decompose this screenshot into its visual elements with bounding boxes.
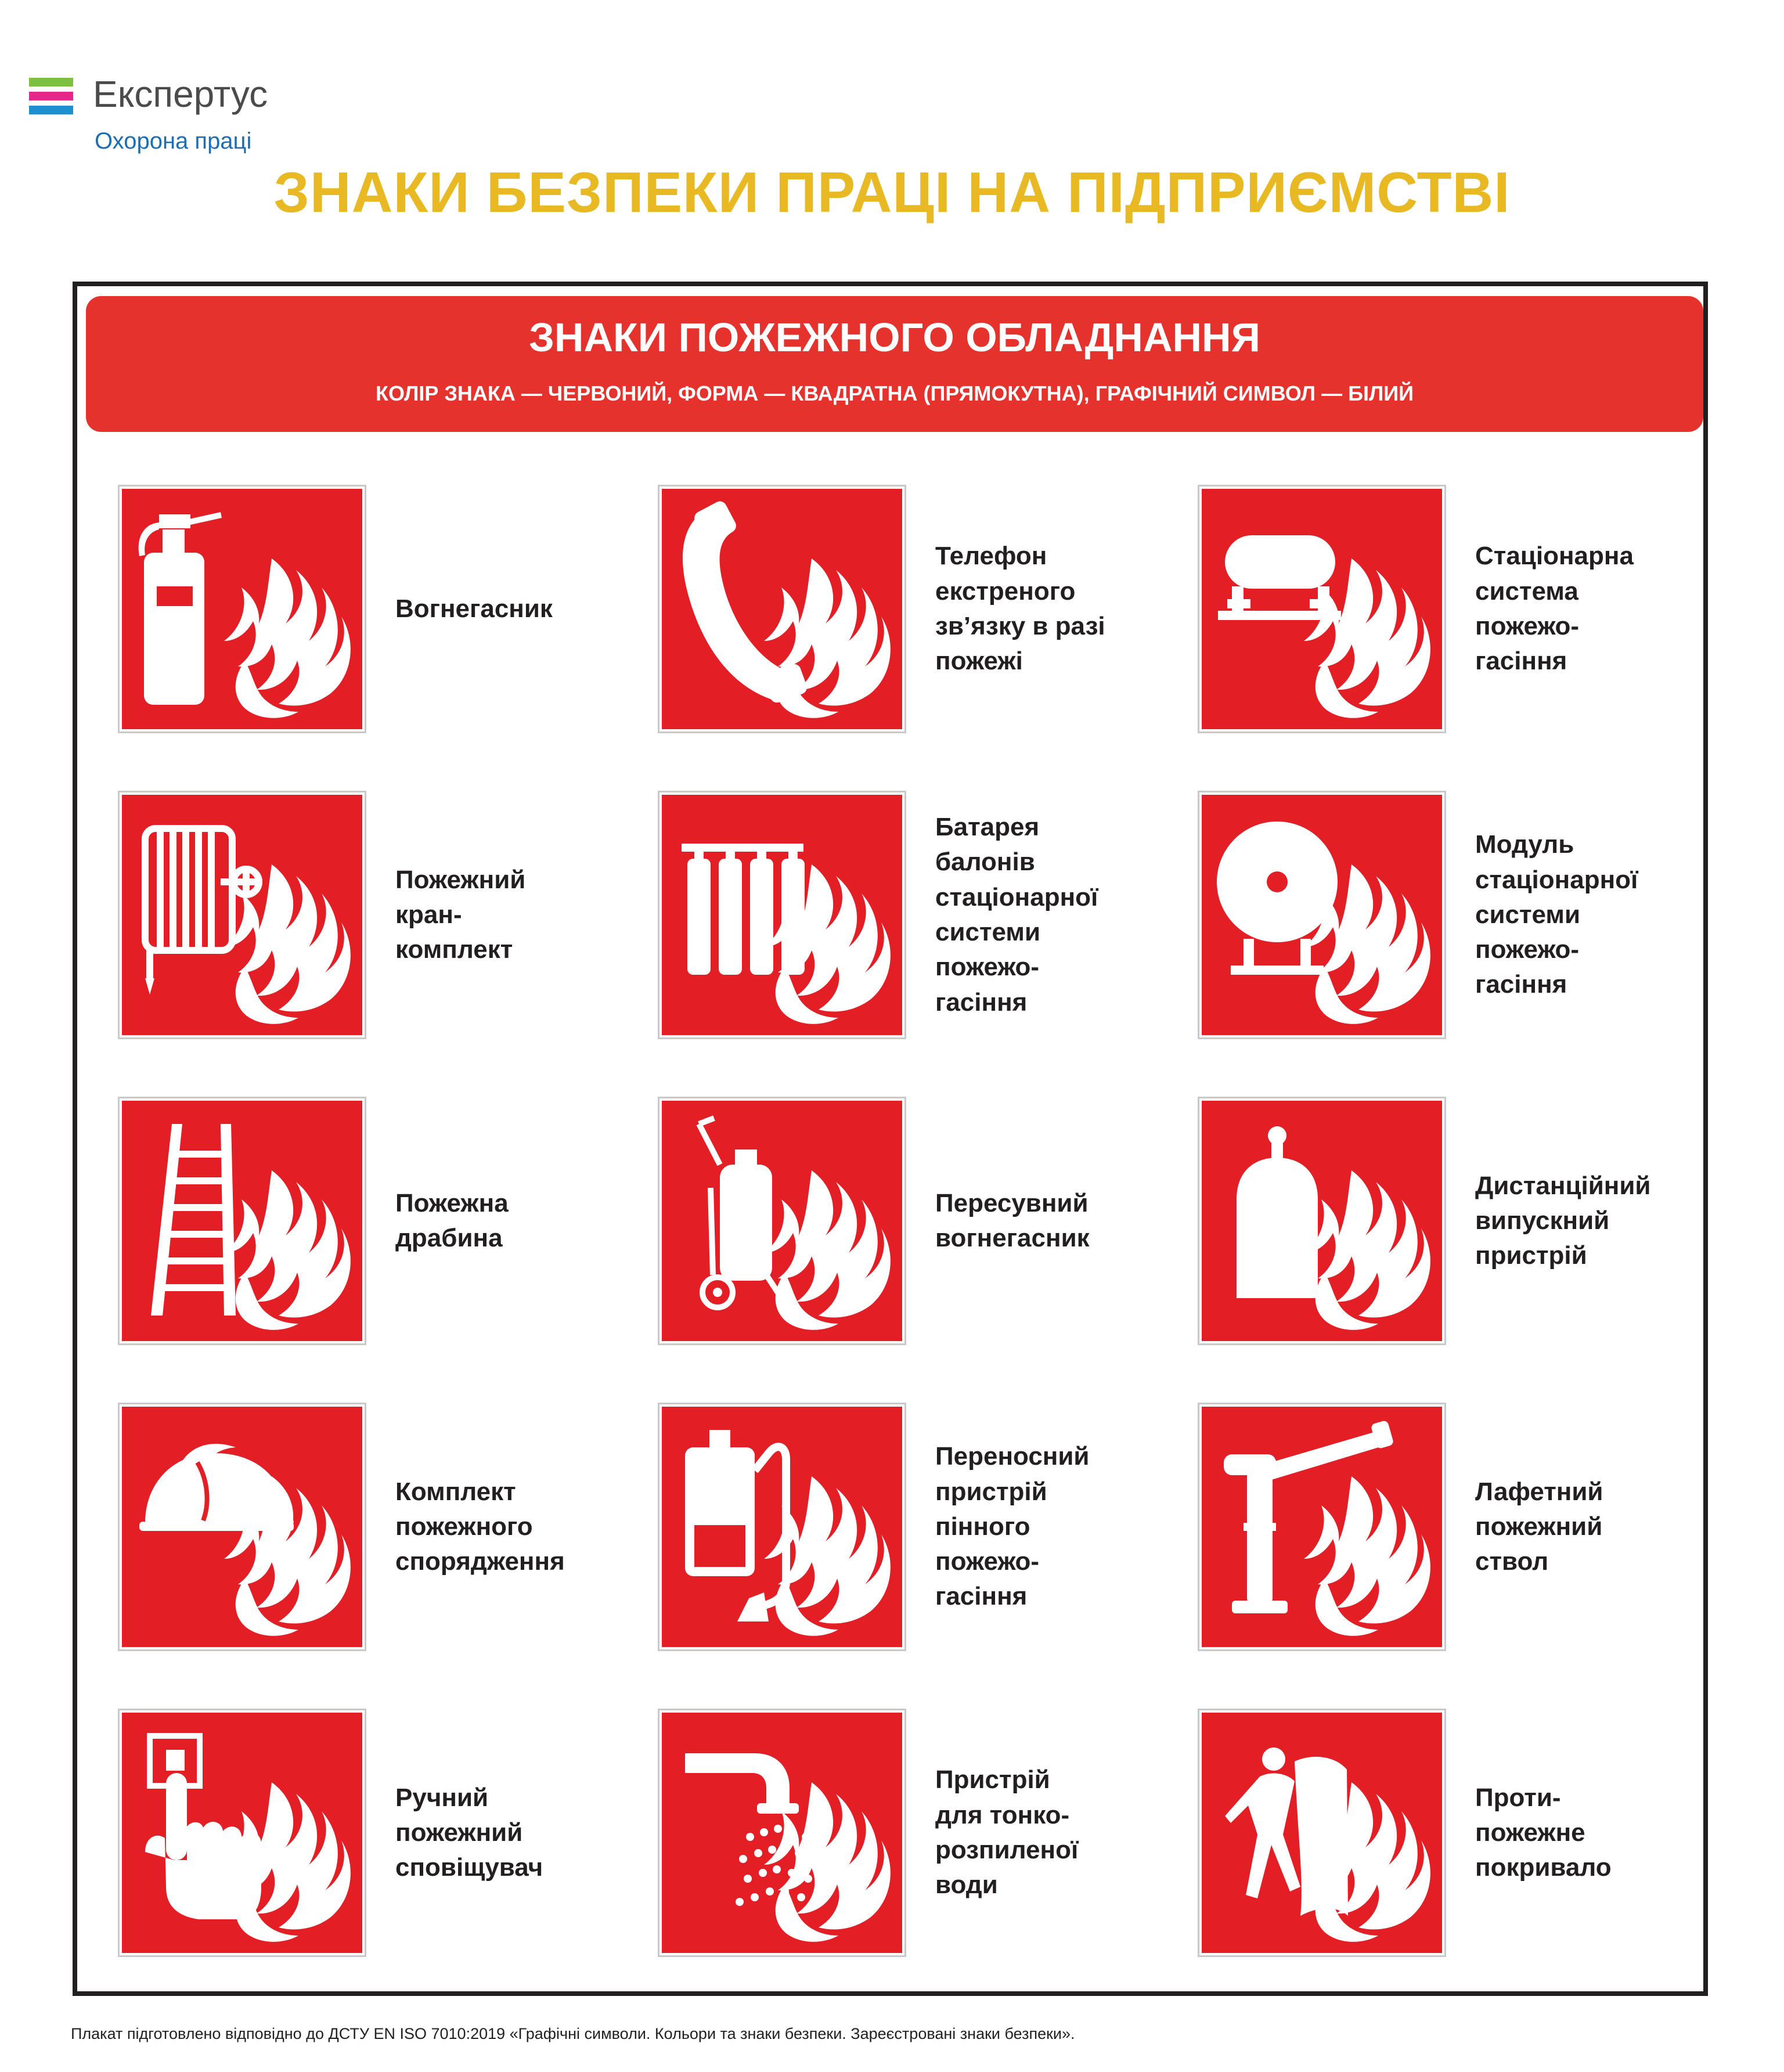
logo-subtitle: Охорона праці (95, 128, 252, 154)
water-mist-device-icon (658, 1709, 906, 1957)
logo-stripe-blue (29, 106, 73, 114)
sign-label-box (395, 1709, 639, 1957)
sign-label-box (395, 1403, 639, 1651)
section-banner (86, 296, 1703, 432)
sign-label: Ручний пожежний сповіщувач (395, 1783, 543, 1882)
sign-label-box (1475, 1709, 1719, 1957)
banner-subheading: КОЛІР ЗНАКА — ЧЕРВОНИЙ, ФОРМА — КВАДРАТНА (ПРЯМОКУТНА), ГРАФІЧНИЙ СИМВОЛ — БІЛИЙ (376, 381, 1414, 405)
sign-card (658, 1403, 1180, 1652)
wheeled-extinguisher-icon (658, 1097, 906, 1345)
sign-label: Стаціонарна система пожежо- гасіння (1475, 542, 1634, 676)
sign-label: Пожежна драбина (395, 1188, 509, 1252)
fire-hose-reel-icon (118, 791, 366, 1039)
emergency-phone-icon (658, 485, 906, 733)
sign-label-box (1475, 1403, 1719, 1651)
sign-label-box (935, 1097, 1179, 1345)
extinguishing-module-icon (1198, 791, 1446, 1039)
sign-label: Батарея балонів стаціонарної системи пожежо- гасіння (935, 813, 1098, 1017)
sign-label: Пересувний вогнегасник (935, 1188, 1090, 1252)
sign-card (118, 1709, 640, 1958)
sign-label: Телефон екстреного зв’язку в разі пожежі (935, 542, 1105, 676)
logo-brand: Експертус (93, 73, 268, 115)
portable-foam-unit-icon (658, 1403, 906, 1651)
sign-label-box (935, 1709, 1179, 1957)
sign-label-box (935, 485, 1179, 733)
sign-card (118, 1097, 640, 1346)
fire-ladder-icon (118, 1097, 366, 1345)
sign-label: Проти- пожежне покривало (1475, 1783, 1612, 1882)
fire-blanket-icon (1198, 1709, 1446, 1957)
cylinder-battery-icon (658, 791, 906, 1039)
sign-label: Переносний пристрій пінного пожежо- гасіння (935, 1442, 1090, 1611)
logo-stripe-green (29, 78, 73, 87)
sign-label: Модуль стаціонарної системи пожежо- гасіння (1475, 830, 1638, 999)
banner-heading: ЗНАКИ ПОЖЕЖНОГО ОБЛАДНАННЯ (529, 315, 1260, 360)
sign-card (658, 1709, 1180, 1958)
sign-label-box (1475, 1097, 1719, 1345)
sign-card (658, 1097, 1180, 1346)
poster-title: ЗНАКИ БЕЗПЕКИ ПРАЦІ НА ПІДПРИЄМСТВІ (273, 160, 1511, 224)
sign-card (658, 485, 1180, 734)
sign-label-box (395, 791, 639, 1039)
sign-card (1198, 791, 1720, 1040)
sign-label-box (395, 485, 639, 733)
sign-card (1198, 1403, 1720, 1652)
sign-label: Вогнегасник (395, 594, 553, 623)
sign-card (1198, 485, 1720, 734)
sign-card (118, 791, 640, 1040)
remote-release-device-icon (1198, 1097, 1446, 1345)
sign-label: Пристрій для тонко- розпиленої води (935, 1765, 1079, 1900)
logo-stripe-pink (29, 92, 73, 100)
sign-label: Дистанційний випускний пристрій (1475, 1171, 1651, 1270)
sign-label: Комплект пожежного спорядження (395, 1477, 565, 1576)
sign-card (1198, 1709, 1720, 1958)
sign-label: Пожежний кран- комплект (395, 865, 526, 964)
fire-monitor-icon (1198, 1403, 1446, 1651)
sign-card (118, 485, 640, 734)
sign-card (118, 1403, 640, 1652)
expertus-logo (29, 74, 296, 161)
firefighter-equipment-icon (118, 1403, 366, 1651)
sign-label-box (1475, 485, 1719, 733)
sign-label-box (1475, 791, 1719, 1039)
footer-note: Плакат підготовлено відповідно до ДСТУ EN ISO 7010:2019 «Графічні символи. Кольори та знаки безпеки. Зареєстровані знаки безпеки». (71, 2025, 1075, 2042)
fire-extinguisher-icon (118, 485, 366, 733)
sign-card (1198, 1097, 1720, 1346)
sign-label: Лафетний пожежний ствол (1475, 1477, 1603, 1576)
sign-label-box (935, 1403, 1179, 1651)
sign-label-box (395, 1097, 639, 1345)
manual-call-point-icon (118, 1709, 366, 1957)
sign-label-box (935, 791, 1179, 1039)
fixed-extinguishing-system-icon (1198, 485, 1446, 733)
sign-card (658, 791, 1180, 1040)
